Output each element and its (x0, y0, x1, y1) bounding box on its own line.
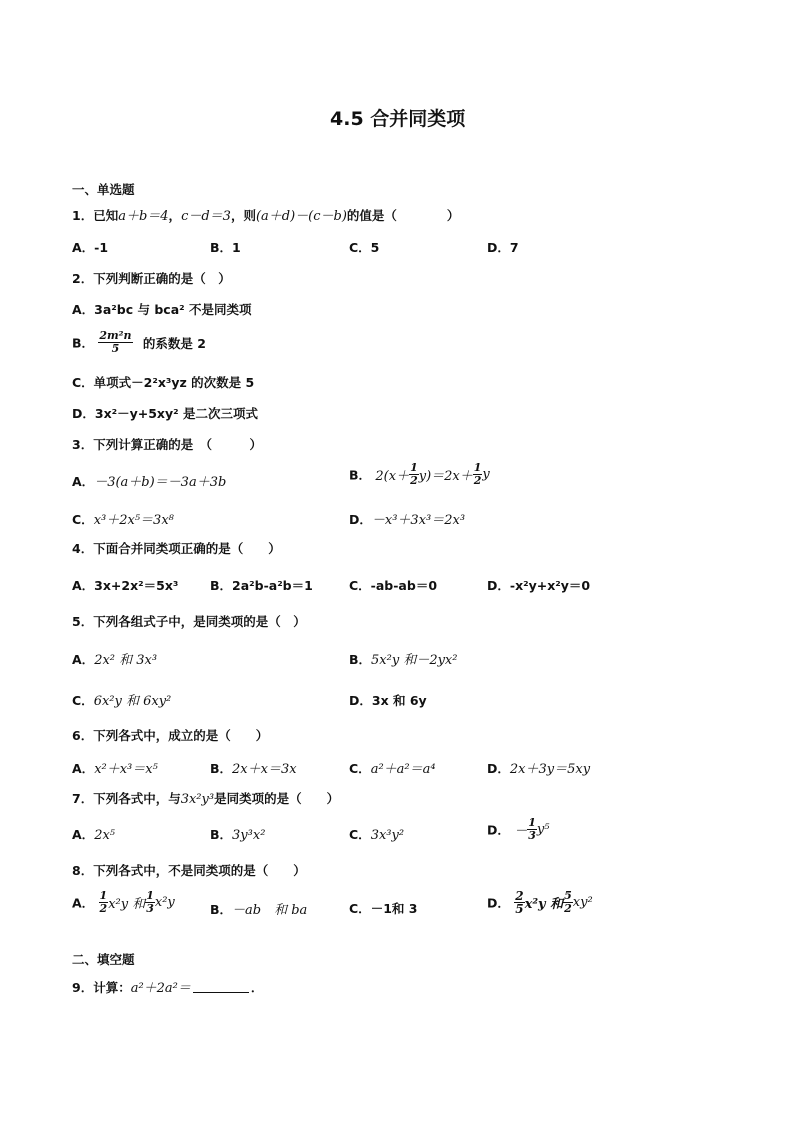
question-6-option-a[interactable]: A．x²＋x³＝x⁵ (72, 761, 158, 777)
question-6-stem: 6．下列各式中，成立的是（ ） (72, 728, 269, 743)
question-5-option-d[interactable]: D．3x 和 6y (349, 693, 427, 708)
question-7-option-c[interactable]: C．3x³y² (349, 827, 405, 843)
question-4-option-c[interactable]: C．-ab-ab＝0 (349, 578, 438, 593)
question-3-option-a[interactable]: A．－3(a＋b)＝－3a＋3b (72, 474, 227, 490)
question-2-option-a[interactable]: A．3a²bc 与 bca² 不是同类项 (72, 302, 252, 317)
question-4-option-b[interactable]: B．2a²b-a²b＝1 (210, 578, 313, 593)
question-8-stem: 8．下列各式中，不是同类项的是（ ） (72, 863, 306, 878)
question-3-stem: 3．下列计算正确的是 （ ） (72, 437, 262, 452)
question-7-option-a[interactable]: A．2x⁵ (72, 827, 116, 843)
question-8-option-a[interactable]: A． $\frac{1}{2}$ x²y 和 $\frac{1}{3}$ x²y (72, 889, 175, 915)
question-3-option-d[interactable]: D．－x³＋3x³＝2x³ (349, 512, 466, 528)
question-2-option-c[interactable]: C．单项式－2²x³yz 的次数是 5 (72, 375, 255, 390)
fraction-2m2n-over-5: $\frac{\text{2m²n}}{5}$ (99, 329, 132, 355)
question-7-stem: 7．下列各式中，与3x²y³是同类项的是（ ） (72, 791, 340, 807)
question-7-option-b[interactable]: B．3y³x² (210, 827, 266, 843)
question-8-option-d[interactable]: D． $\frac{2}{5}$ x²y 和 $\frac{5}{2}$ xy² (487, 889, 593, 916)
question-9: 9．计算：a²＋2a²＝ ． (72, 980, 264, 996)
question-6-option-c[interactable]: C．a²＋a²＝a⁴ (349, 761, 436, 777)
question-5-stem: 5．下列各组式子中，是同类项的是（ ） (72, 614, 306, 629)
question-3-option-c[interactable]: C．x³＋2x⁵＝3x⁸ (72, 512, 174, 528)
question-7-option-d[interactable]: D． － $\frac{1}{3}$ y⁵ (487, 816, 550, 842)
question-6-option-d[interactable]: D．2x＋3y＝5xy (487, 761, 591, 777)
question-4-option-d[interactable]: D．-x²y+x²y＝0 (487, 578, 591, 593)
question-8-option-b[interactable]: B．－ab 和 ba (210, 902, 308, 918)
question-1-stem: 1．已知a＋b＝4，c－d＝3，则(a＋d)－(c－b)的值是（ ） (72, 208, 460, 224)
answer-blank[interactable] (193, 982, 249, 993)
question-5-option-b[interactable]: B．5x²y 和－2yx² (349, 652, 458, 668)
question-1-option-a[interactable]: A．-1 (72, 240, 109, 255)
question-4-option-a[interactable]: A．3x+2x²＝5x³ (72, 578, 179, 593)
question-8-option-c[interactable]: C．－1和 3 (349, 901, 418, 916)
question-1-option-c[interactable]: C．5 (349, 240, 380, 255)
question-2-option-b[interactable]: B． $\frac{\text{2m²n}}{5}$ 的系数是 2 (72, 329, 206, 355)
question-2-stem: 2．下列判断正确的是（ ） (72, 271, 231, 286)
question-5-option-c[interactable]: C．6x²y 和 6xy² (72, 693, 172, 709)
page-title: 4.5 合并同类项 (330, 108, 466, 130)
section-heading-fill-in: 二、填空题 (72, 952, 135, 967)
question-4-stem: 4．下面合并同类项正确的是（ ） (72, 541, 281, 556)
question-1-option-b[interactable]: B．1 (210, 240, 241, 255)
question-1-option-d[interactable]: D．7 (487, 240, 519, 255)
question-5-option-a[interactable]: A．2x² 和 3x³ (72, 652, 158, 668)
section-heading-single-choice: 一、单选题 (72, 182, 135, 197)
question-3-option-b[interactable]: B． 2(x＋ $\frac{1}{2}$ y)＝2x＋ $\frac{1}{2}$ y (349, 461, 490, 487)
question-2-option-d[interactable]: D．3x²－y+5xy² 是二次三项式 (72, 406, 258, 421)
question-6-option-b[interactable]: B．2x＋x＝3x (210, 761, 297, 777)
